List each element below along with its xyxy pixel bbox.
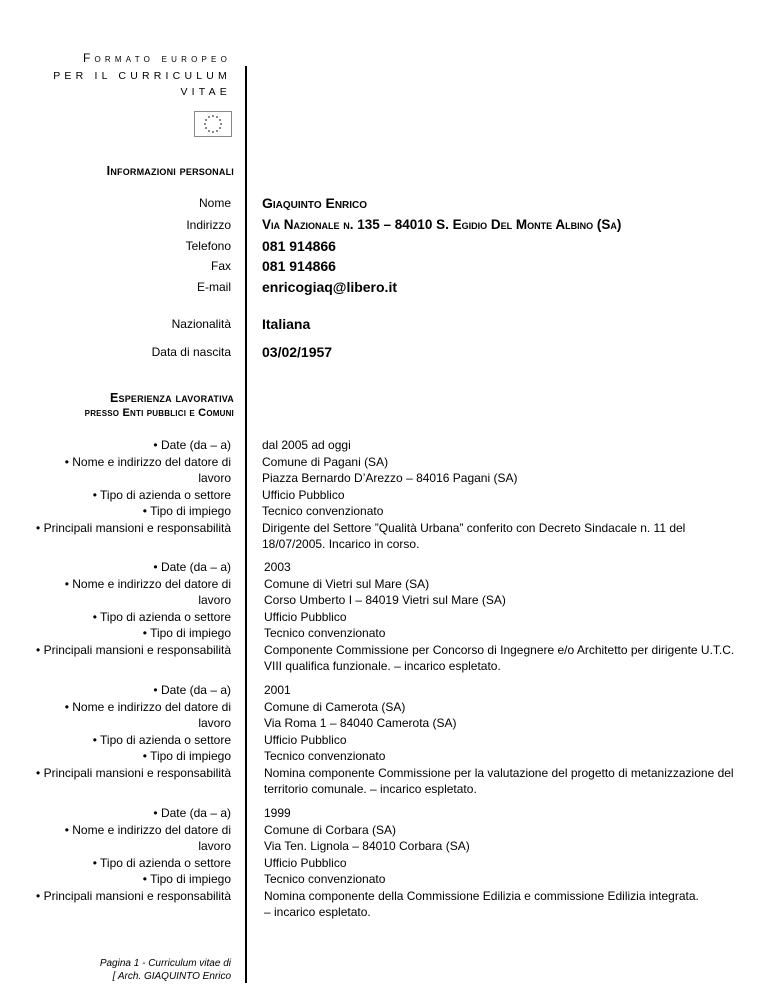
entry-job: Tecnico convenzionato (262, 504, 384, 518)
section-title-personal: Informazioni personali (106, 164, 234, 178)
label-data-nascita: Data di nascita (151, 345, 231, 359)
label-nazionalita: Nazionalità (171, 317, 231, 331)
value-nome: Giaquinto Enrico (262, 195, 368, 211)
vertical-divider (245, 66, 247, 983)
entry-2-labels: • Date (da – a) • Nome e indirizzo del datore di lavoro • Tipo di azienda o settore • Tipo di impiego • Principali mansioni e responsabilità (36, 560, 231, 657)
entry-4-labels: • Date (da – a) • Nome e indirizzo del datore di lavoro • Tipo di azienda o settore • Tipo di impiego • Principali mansioni e responsabilità (36, 806, 231, 903)
entry-2-values (264, 559, 744, 675)
entry-type: Ufficio Pubblico (262, 487, 345, 502)
label-indirizzo: Indirizzo (186, 218, 231, 232)
label-nome: Nome (198, 196, 231, 210)
entry-duties: Componente Commissione per Concorso di Ingegnere e/o Architetto per dirigente U.T.C. VIII qualifica funzionale. – incarico espletato. (264, 642, 735, 673)
entry-date: dal 2005 ad oggi (262, 438, 351, 452)
entry-duties-note: – incarico espletato. (264, 905, 371, 919)
footer-page-info: Pagina 1 - Curriculum vitae di [ Arch. GIAQUINTO Enrico (99, 958, 231, 982)
entry-date: 2001 (264, 683, 291, 697)
eu-flag-logo (194, 111, 232, 137)
entry-employer-address: Via Roma 1 – 84040 Camerota (SA) (264, 716, 457, 730)
entry-employer-name: Comune di Pagani (SA) (262, 454, 389, 469)
value-email[interactable]: enricogiaq@libero.it (262, 279, 398, 295)
value-fax: 081 914866 (262, 258, 336, 274)
section-subtitle-experience: presso Enti pubblici e Comuni (84, 407, 234, 419)
entry-employer-name: Comune di Vietri sul Mare (SA) (264, 576, 430, 591)
section-title-experience: Esperienza lavorativa (109, 391, 234, 405)
entry-type: Ufficio Pubblico (264, 855, 347, 870)
entry-type: Ufficio Pubblico (264, 609, 347, 624)
value-telefono: 081 914866 (262, 238, 336, 254)
entry-employer-name: Comune di Corbara (SA) (264, 822, 397, 837)
header-line-2: PER IL CURRICULUM (53, 70, 231, 82)
entry-1-values (262, 437, 742, 553)
entry-employer-address: Via Ten. Lignola – 84010 Corbara (SA) (264, 839, 470, 853)
label-telefono: Telefono (185, 239, 231, 253)
value-indirizzo: Via Nazionale n. 135 – 84010 S. Egidio Del Monte Albino (Sa) (262, 217, 622, 232)
entry-job: Tecnico convenzionato (264, 749, 386, 763)
label-fax: Fax (210, 259, 231, 273)
entry-4-values (264, 805, 744, 921)
value-data-nascita: 03/02/1957 (262, 344, 333, 360)
entry-duties: Nomina componente Commissione per la valutazione del progetto di metanizzazione del territorio comunale. – incarico espletato. (264, 765, 734, 796)
entry-3-labels: • Date (da – a) • Nome e indirizzo del datore di lavoro • Tipo di azienda o settore • Tipo di impiego • Principali mansioni e responsabilità (36, 683, 231, 780)
entry-3-values (264, 682, 744, 798)
header-line-3: VITAE (180, 86, 231, 98)
entry-duties: Nomina componente della Commissione Edilizia e commissione Edilizia integrata. (264, 888, 699, 903)
entry-date: 1999 (264, 806, 291, 820)
entry-job: Tecnico convenzionato (264, 872, 386, 886)
entry-type: Ufficio Pubblico (264, 732, 347, 747)
header-line-1: Formato europeo (82, 51, 231, 65)
entry-employer-address: Piazza Bernardo D’Arezzo – 84016 Pagani (SA) (262, 471, 518, 485)
entry-date: 2003 (264, 560, 291, 574)
entry-duties: Dirigente del Settore ”Qualità Urbana” conferito con Decreto Sindacale n. 11 del 18/07/2005. Incarico in corso. (262, 520, 686, 551)
entry-job: Tecnico convenzionato (264, 626, 386, 640)
label-email: E-mail (196, 280, 231, 294)
entry-employer-address: Corso Umberto I – 84019 Vietri sul Mare (SA) (264, 593, 506, 607)
value-nazionalita: Italiana (262, 316, 311, 332)
entry-1-labels: • Date (da – a) • Nome e indirizzo del datore di lavoro • Tipo di azienda o settore • Tipo di impiego • Principali mansioni e responsabilità (36, 438, 231, 535)
entry-employer-name: Comune di Camerota (SA) (264, 699, 406, 714)
